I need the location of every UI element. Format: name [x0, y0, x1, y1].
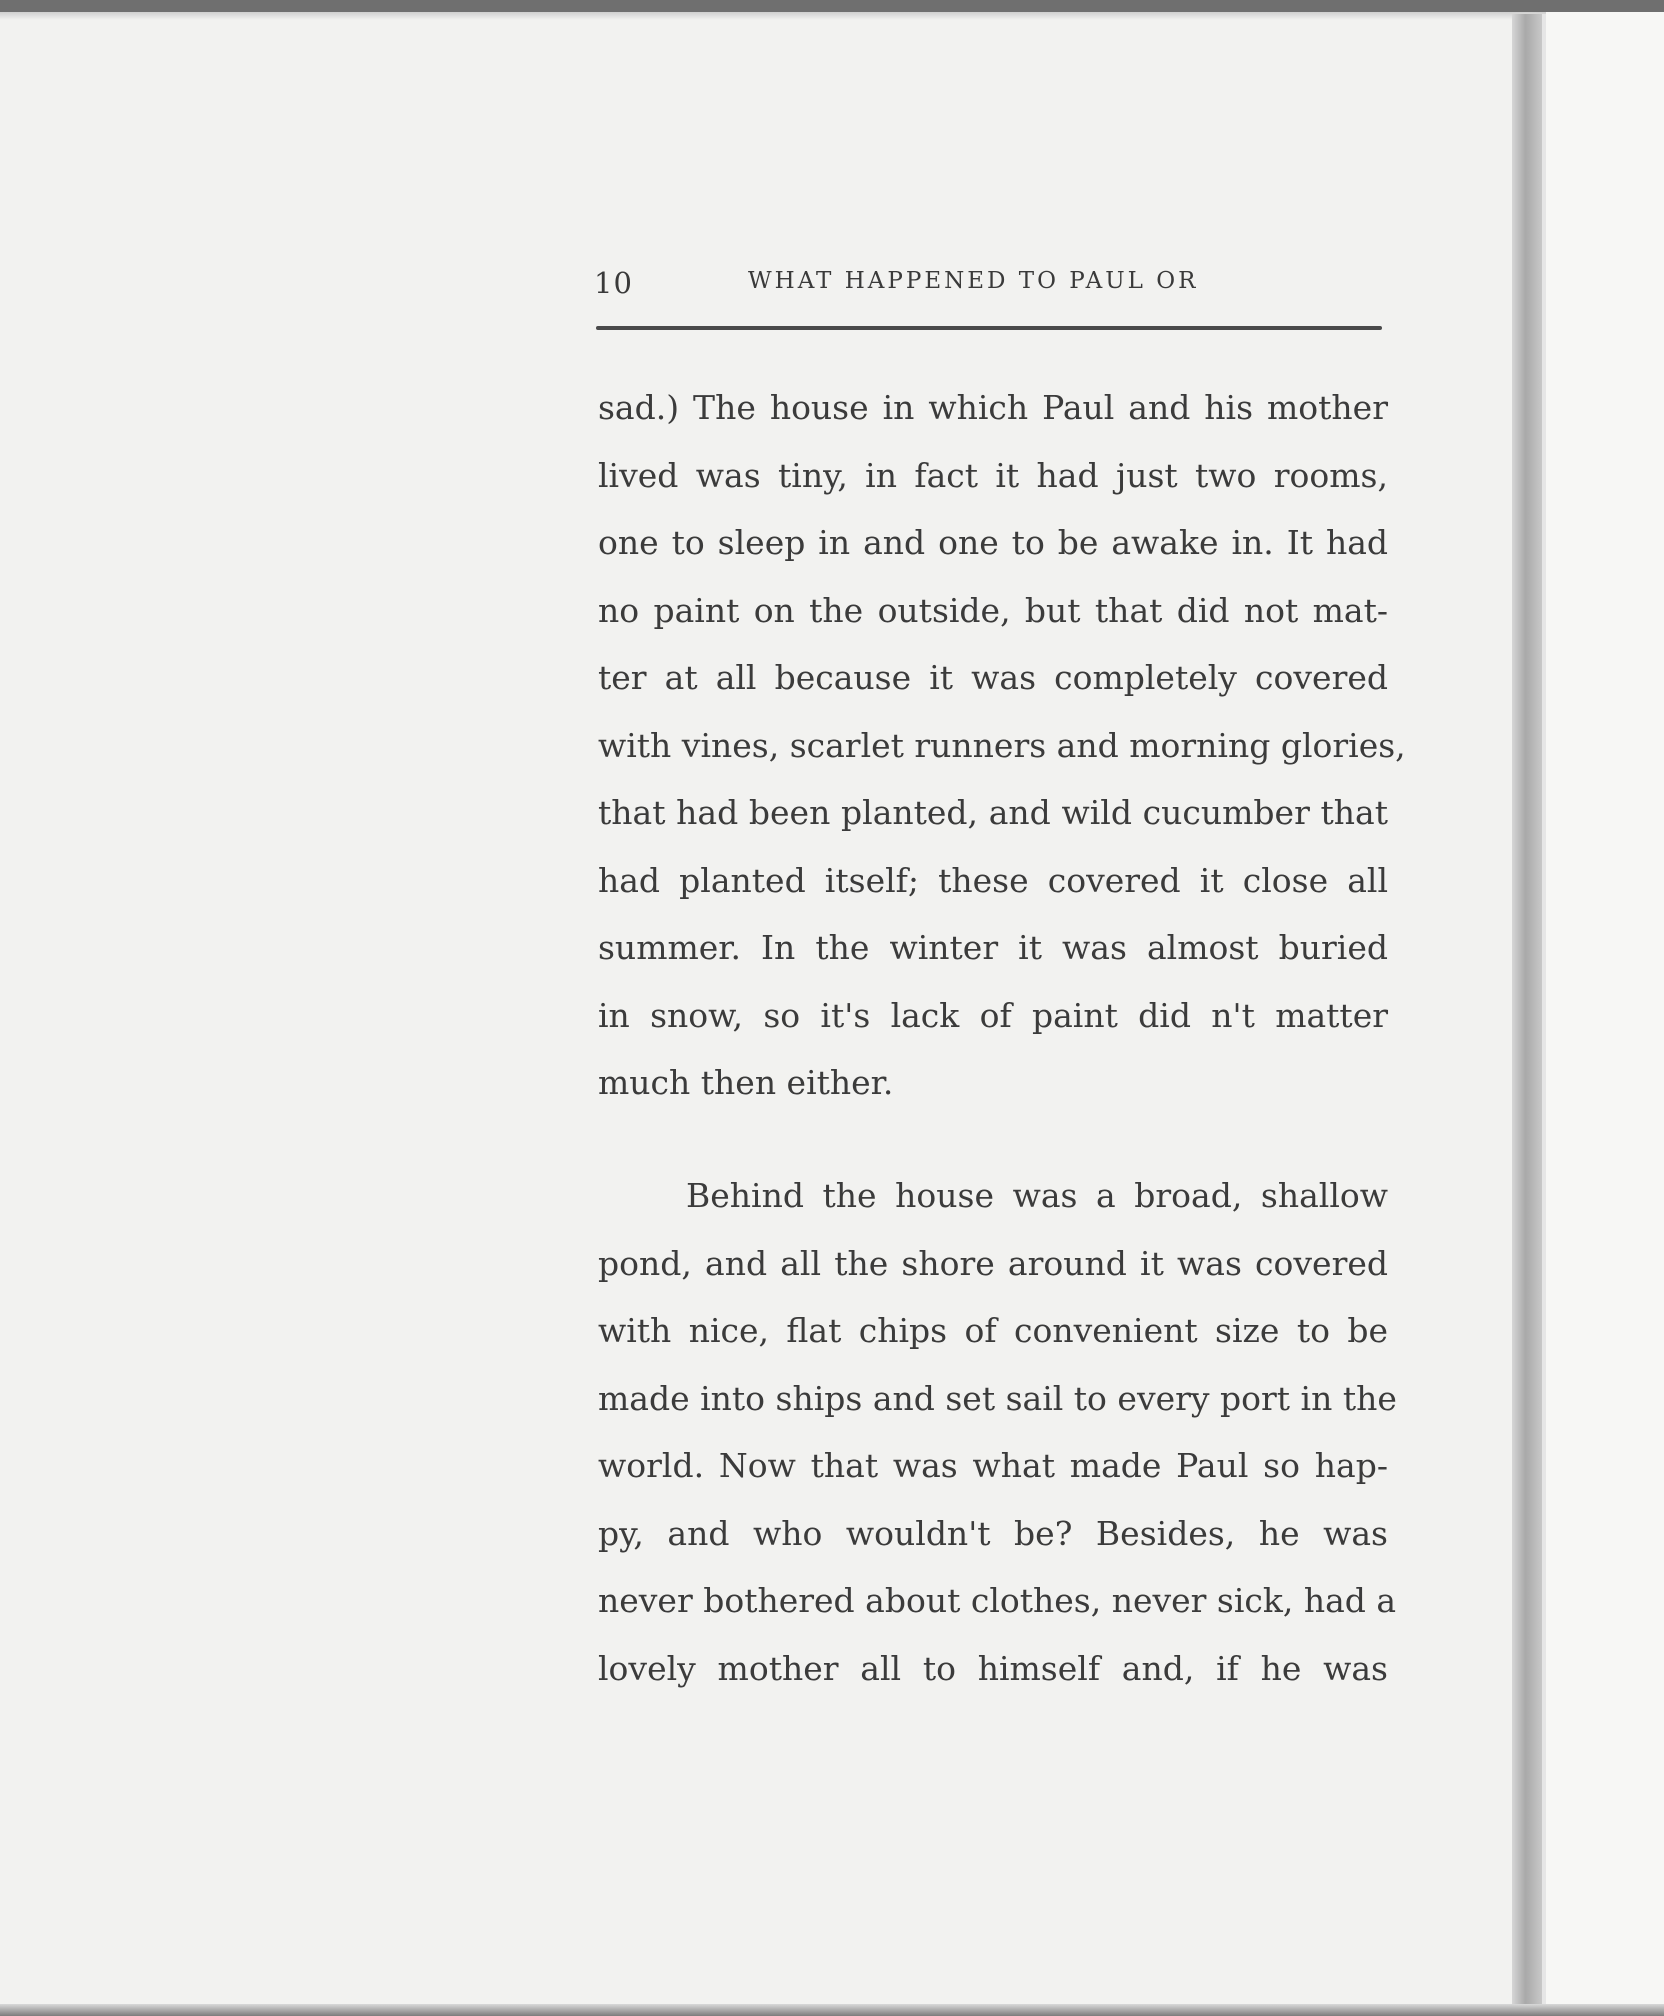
text-line: ter at all because it was completely covered — [598, 658, 1388, 697]
text-line: py, and who wouldn't be? Besides, he was — [598, 1513, 1388, 1553]
text-line: lived was tiny, in fact it had just two rooms, — [598, 455, 1388, 495]
text-line: that had been planted, and wild cucumber that — [598, 793, 1388, 832]
text-line: summer. In the winter it was almost buried — [598, 928, 1388, 967]
text-line: had planted itself; these covered it close all — [598, 860, 1388, 900]
text-line: much then either. — [598, 1063, 894, 1102]
text-line: no paint on the outside, but that did not mat- — [598, 590, 1388, 630]
text-line: never bothered about clothes, never sick, had a — [598, 1581, 1397, 1620]
header-rule — [596, 326, 1382, 330]
text-line: pond, and all the shore around it was covered — [598, 1243, 1388, 1283]
text-line: lovely mother all to himself and, if he was — [598, 1648, 1388, 1688]
running-title: WHAT HAPPENED TO PAUL OR — [748, 268, 1199, 294]
scan-bottom-edge — [0, 2004, 1664, 2016]
text-line: world. Now that was what made Paul so hap- — [598, 1446, 1388, 1485]
text-line: one to sleep in and one to be awake in. It had — [598, 523, 1388, 562]
text-line: with vines, scarlet runners and morning glories, — [598, 725, 1406, 765]
page-number: 10 — [594, 266, 633, 300]
text-line: with nice, flat chips of convenient size to be — [598, 1311, 1388, 1350]
scan-top-shadow — [0, 12, 1664, 20]
paragraph-1 — [598, 374, 1406, 1117]
text-line: sad.) The house in which Paul and his mother — [598, 388, 1388, 427]
running-head — [594, 258, 1384, 306]
scan-top-edge — [0, 0, 1664, 12]
text-line: Behind the house was a broad, shallow — [686, 1176, 1388, 1215]
facing-page-margin — [1546, 12, 1664, 2016]
text-line: made into ships and set sail to every port in the — [598, 1378, 1397, 1418]
text-line: in snow, so it's lack of paint did n't matter — [598, 995, 1388, 1035]
paragraph-2 — [598, 1162, 1397, 1702]
page-fold-shadow — [1512, 14, 1542, 2004]
